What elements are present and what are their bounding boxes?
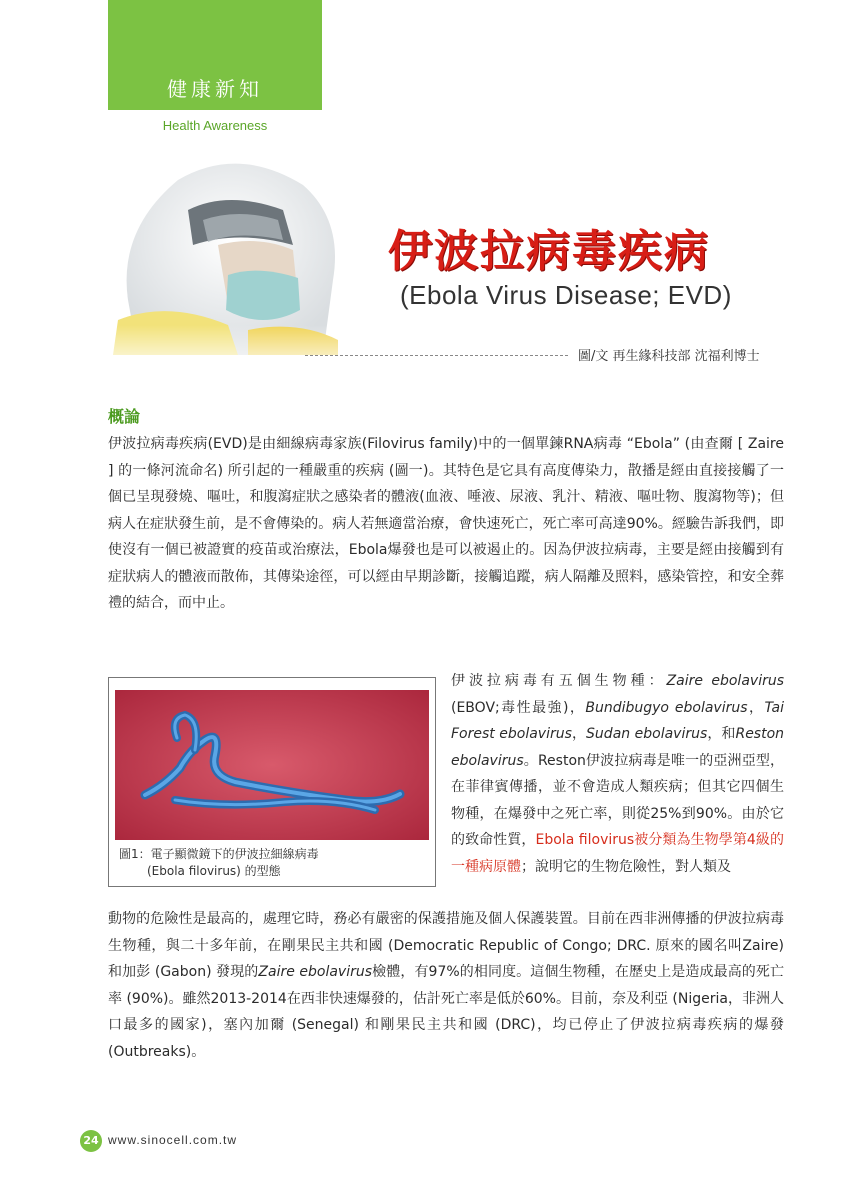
text-run: 檢體，有97%的相同度。這個生物種，在歷史上是造成最高的死亡率 (90%)。雖然2013-2014在西非快速爆發的，估計死亡率是低於60%。目前，奈及利亞 (Nigeria，非洲人口最多的國家)，塞內加爾 (Senegal) 和剛果民主共和國 (DRC)，均已停止了伊波拉病毒疾病的爆發 (Outbreaks)。: [108, 964, 785, 1060]
text-run: 。Reston伊波拉病毒是唯一的亞洲亞型，在菲律賓傳播，並不會造成人類疾病；但其它四個生物種，在爆發中之死亡率，則從25%到90%。由於它的致命性質，: [451, 752, 784, 848]
article-title: 伊波拉病毒疾病: [388, 226, 710, 277]
text-run: ；說明它的生物危險性，對人類及: [521, 858, 731, 875]
text-run: (EBOV;毒性最強)，: [451, 699, 586, 716]
text-run: 動物的危險性是最高的，處理它時，務必有嚴密的保護措施及個人保護裝置。目前在西非洲傳播的伊波拉病毒生物種，與二十多年前，在剛果民主共和國 (Democratic Republic of Congo; DRC. 原來的國名叫Zaire) 和加彭 (Gabon) 發現的: [108, 911, 784, 980]
figure-caption-line1: 圖1：電子顯微鏡下的伊波拉細線病毒: [119, 847, 319, 861]
species-name: Zaire ebolavirus: [666, 673, 785, 689]
ebola-micrograph: [115, 690, 429, 840]
byline-divider: [305, 355, 568, 356]
text-run: ，和: [707, 726, 736, 742]
page-number: 24: [80, 1130, 102, 1152]
paragraph-intro: 伊波拉病毒疾病(EVD)是由細線病毒家族(Filovirus family)中的一個單鍊RNA病毒 “Ebola” (由查爾 [ Zaire ] 的一條河流命名) 所引起的一種嚴重的疾病 (圖一)。其特色是它具有高度傳染力，散播是經由直接接觸了一個已呈現發燒、嘔吐，和腹瀉症狀之感染者的體液(血液、唾液、尿液、乳汁、精液、嘔吐物、腹瀉物等)；但病人在症狀發生前，是不會傳染的。病人若無適當治療，會快速死亡，死亡率可高達90%。經驗告訴我們，即使沒有一個已被證實的疫苗或治療法，Ebola爆發也是可以被遏止的。因為伊波拉病毒，主要是經由接觸到有症狀病人的體液而散佈，其傳染途徑，可以經由早期診斷，接觸追蹤，病人隔離及照料，感染管控，和安全葬禮的結合，而中止。: [108, 436, 784, 611]
highlighted-text: Ebola filovirus被分類為生物學第4級的一種病原體: [451, 832, 784, 875]
species-name: Reston ebolavirus: [451, 726, 785, 769]
figure-caption: [119, 846, 319, 880]
section-heading: 概論: [108, 407, 141, 426]
paragraph-species: [451, 668, 784, 880]
article-subtitle: (Ebola Virus Disease; EVD): [400, 280, 732, 310]
byline: 圖/文 再生緣科技部 沈福利博士: [578, 349, 760, 364]
text-run: 伊波拉病毒有五個生物種：: [451, 673, 667, 689]
species-name: Tai Forest ebolavirus: [451, 699, 784, 742]
paragraph-outbreak: [108, 906, 784, 1065]
hazmat-worker-photo: [108, 150, 348, 375]
figure-caption-line2: (Ebola filovirus) 的型態: [147, 864, 281, 878]
website-link[interactable]: www.sinocell.com.tw: [108, 1133, 238, 1147]
section-tab: [108, 0, 322, 110]
section-subtitle: Health Awareness: [162, 118, 268, 133]
species-name: Bundibugyo ebolavirus: [585, 699, 748, 716]
section-title: 健康新知: [167, 77, 263, 101]
species-name: Sudan ebolavirus: [586, 726, 708, 742]
text-run: ，: [571, 726, 587, 742]
figure-box: [108, 677, 436, 887]
species-name: Zaire ebolavirus: [258, 964, 373, 980]
text-run: ，: [747, 699, 765, 716]
